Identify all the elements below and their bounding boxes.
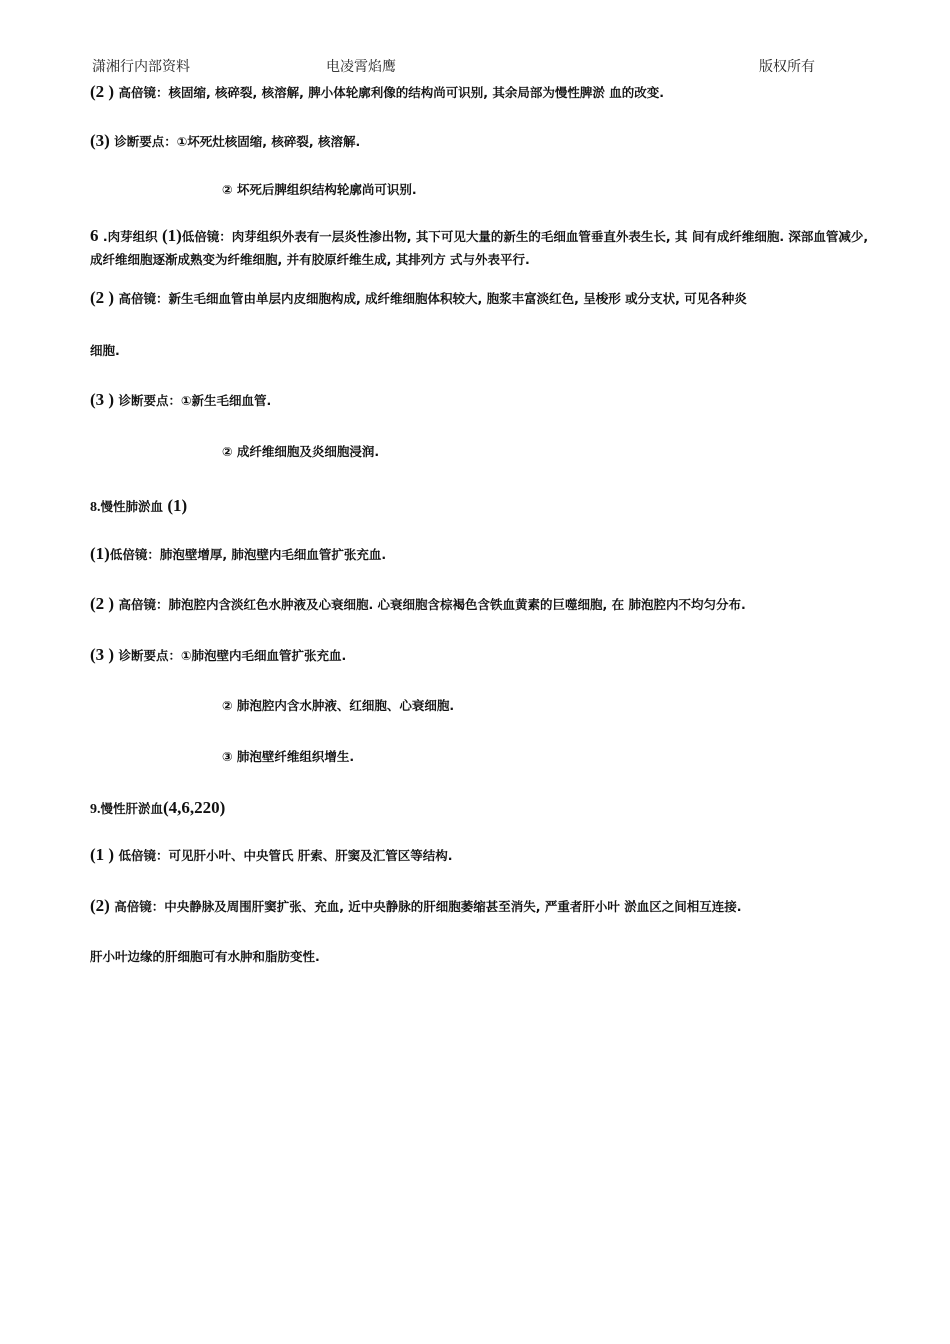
paragraph-line	[90, 847, 453, 864]
item-number: (2 )	[90, 594, 115, 613]
item-text: ③ 肺泡壁纤维组织增生.	[222, 749, 355, 764]
item-text: ② 坏死后脾组织结构轮廓尚可识别.	[222, 182, 417, 197]
section-heading	[90, 800, 225, 818]
paragraph-line	[90, 392, 271, 409]
paragraph-subline	[222, 749, 354, 765]
item-number: (2 )	[90, 82, 115, 101]
item-number: (3)	[90, 131, 110, 150]
item-text: 高倍镜：核固缩, 核碎裂, 核溶解, 脾小体轮廓利像的结构尚可识别, 其余局部为慢性脾淤 血的改变.	[118, 85, 664, 100]
paragraph-line	[90, 898, 742, 915]
section-number: 8.	[90, 500, 101, 515]
paragraph-line	[90, 647, 346, 664]
section-number: 9.	[90, 802, 101, 817]
paragraph-line	[90, 133, 360, 150]
item-text: 诊断要点：①肺泡壁内毛细血管扩张充血.	[118, 648, 347, 663]
item-text: 肝小叶边缘的肝细胞可有水肿和脂肪变性.	[90, 949, 320, 964]
header-right: 版权所有	[759, 59, 815, 75]
section-title: 慢性肺淤血	[100, 499, 168, 514]
item-text: 低倍镜：肉芽组织外表有一层炎性渗出物, 其下可见大量的新生的毛细血管垂直外表生长, 其 间有成纤维细胞. 深部血管减少, 成纤维细胞逐渐成熟变为纤维细胞, 并有胶原纤维生成, 其排列方 式与外表平行.	[90, 229, 869, 267]
section-title: .肉芽组织	[98, 229, 162, 244]
header-center: 电凌霄焰鹰	[326, 59, 396, 75]
item-number: (1)	[161, 226, 182, 245]
item-number: (2 )	[90, 288, 115, 307]
item-text: 高倍镜：中央静脉及周围肝窦扩张、充血, 近中央静脉的肝细胞萎缩甚至消失, 严重者肝小叶 淤血区之间相互连接.	[114, 899, 742, 914]
paragraph-line	[90, 596, 746, 613]
section-heading	[90, 498, 187, 516]
paragraph-line	[90, 343, 120, 359]
paragraph-line	[90, 949, 320, 965]
paragraph-line	[90, 546, 386, 563]
item-number: (3 )	[90, 390, 115, 409]
item-text: 诊断要点：①坏死灶核固缩, 核碎裂, 核溶解.	[114, 134, 361, 149]
paragraph-subline	[222, 182, 417, 198]
item-number: (1 )	[90, 845, 115, 864]
section-number-suffix: (1)	[167, 496, 188, 515]
paragraph-subline	[222, 698, 454, 714]
item-text: 高倍镜：肺泡腔内含淡红色水肿液及心衰细胞. 心衰细胞含棕褐色含铁血黄素的巨噬细胞, 在 肺泡腔内不均匀分布.	[118, 597, 746, 612]
item-number: (1)	[90, 544, 110, 563]
item-text: ② 成纤维细胞及炎细胞浸润.	[222, 444, 380, 459]
item-text: ② 肺泡腔内含水肿液、红细胞、心衰细胞.	[222, 698, 455, 713]
section-number-suffix: (4,6,220)	[163, 798, 226, 817]
item-text: 高倍镜：新生毛细血管由单层内皮细胞构成, 成纤维细胞体积较大, 胞浆丰富淡红色, 呈梭形 或分支状, 可见各种炎	[118, 291, 747, 306]
item-text: 细胞.	[90, 343, 120, 358]
section-number: 6	[90, 226, 99, 245]
paragraph-line	[90, 84, 664, 101]
item-text: 低倍镜：肺泡壁增厚, 肺泡壁内毛细血管扩张充血.	[109, 547, 387, 562]
paragraph-line	[90, 290, 747, 307]
header-left: 潇湘行内部资料	[92, 59, 190, 75]
item-text: 诊断要点：①新生毛细血管.	[118, 393, 272, 408]
section-title: 慢性肝淤血	[100, 801, 164, 816]
item-number: (3 )	[90, 645, 115, 664]
item-text: 低倍镜：可见肝小叶、中央管氏 肝索、肝窦及汇管区等结构.	[118, 848, 453, 863]
paragraph-subline	[222, 444, 379, 460]
item-number: (2)	[90, 896, 110, 915]
section-heading-paragraph	[90, 224, 870, 271]
